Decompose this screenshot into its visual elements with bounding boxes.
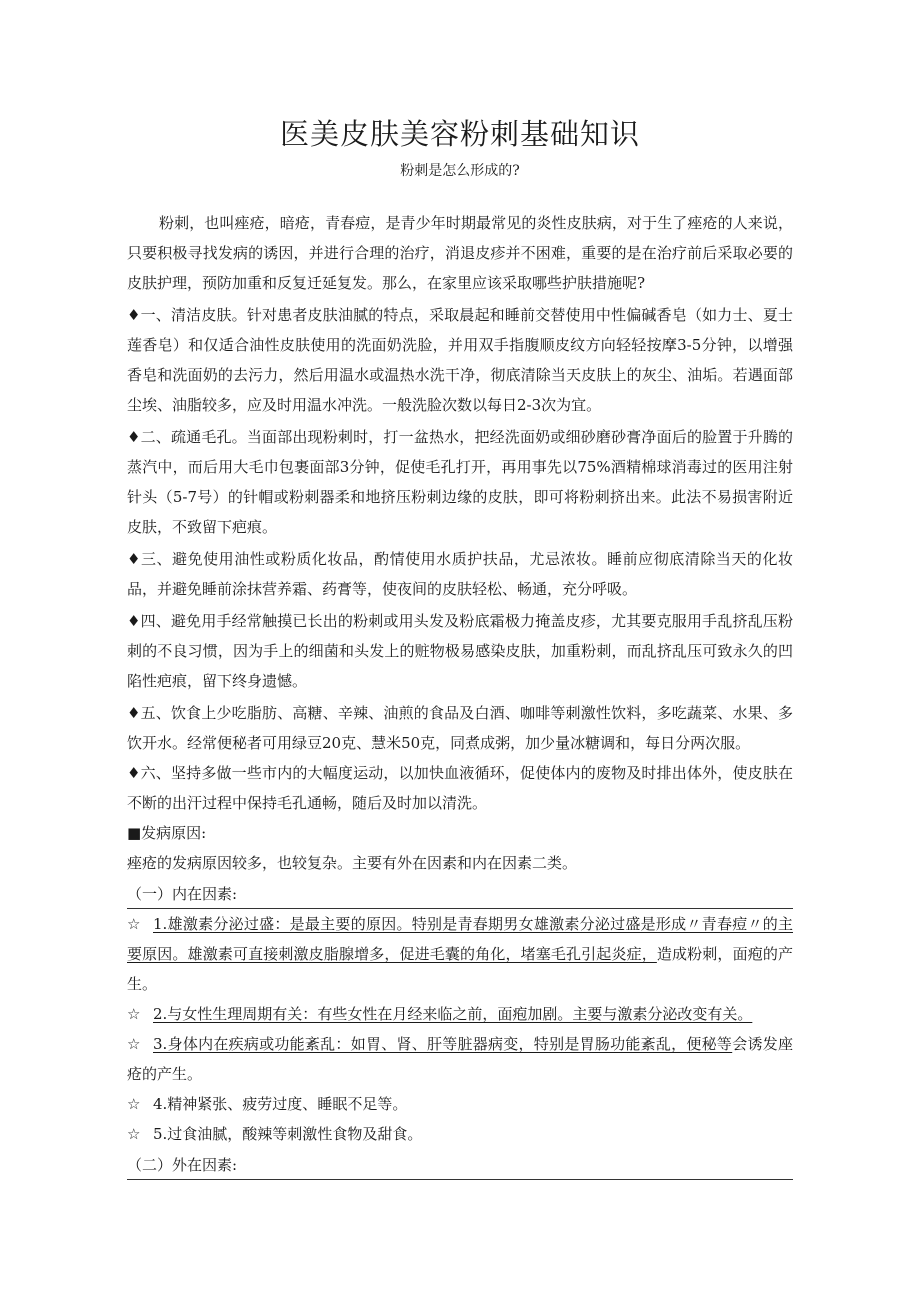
internal-item-underlined: 2.与女性生理周期有关：有些女性在月经来临之前，面疱加剧。主要与激素分泌改变有关。 xyxy=(153,1005,753,1023)
internal-item xyxy=(127,1119,793,1149)
tip-paragraph: ♦三、避免使用油性或粉质化妆品，酌情使用水质护扶品，尤忌浓妆。睡前应彻底清除当天的化妆品，并避免睡前涂抹营养霜、药膏等，使夜间的皮肤轻松、畅通，充分呼吸。 xyxy=(127,550,793,598)
tip-paragraph: ♦二、疏通毛孔。当面部出现粉刺时，打一盆热水，把经洗面奶或细砂磨砂膏净面后的脸置于升腾的蒸汽中，而后用大毛巾包裹面部3分钟，促使毛孔打开，再用事先以75%酒精棉球消毒过的医用注射针头（5-7号）的针帽或粉刺器柔和地挤压粉刺边缘的皮肤，即可将粉刺挤出来。此法不易损害附近皮肤，不致留下疤痕。 xyxy=(127,428,793,536)
tip-paragraph: ♦四、避免用手经常触摸已长出的粉刺或用头发及粉底霜极力掩盖皮疹，尤其要克服用手乱挤乱压粉刺的不良习惯，因为手上的细菌和头发上的赃物极易感染皮肤，加重粉刺，而乱挤乱压可致永久的凹陷性疤痕，留下终身遗憾。 xyxy=(127,612,793,690)
internal-factors-heading: （一）内在因素: xyxy=(127,882,793,909)
cause-heading: ■发病原因: xyxy=(127,824,207,842)
page-subtitle: 粉刺是怎么形成的? xyxy=(400,163,520,179)
internal-item xyxy=(127,909,793,999)
tip-paragraph: ♦五、饮食上少吃脂肪、高糖、辛辣、油煎的食品及白酒、咖啡等刺激性饮料，多吃蔬菜、水果、多饮开水。经常便秘者可用绿豆20克、慧米50克，同煮成粥，加少量冰糖调和，每日分两次服。 xyxy=(127,704,793,752)
page-title: 医美皮肤美容粉刺基础知识 xyxy=(279,117,640,151)
cause-intro: 痤疮的发病原因较多，也较复杂。主要有外在因素和内在因素二类。 xyxy=(127,854,578,872)
internal-item xyxy=(127,1089,793,1119)
internal-item-underlined: 3.身体内在疾病或功能紊乱：如胃、肾、肝等脏器病变，特别是胃肠功能紊乱，便秘等 xyxy=(153,1035,733,1053)
internal-item-underlined: 1.雄激素分泌过盛：是最主要的原因。特别是青春期男女雄激素分泌过盛是形成〃青春痘〃的主要原因。雄激素可直接刺激皮脂腺增多，促进毛囊的角化，堵塞毛孔引起炎症， xyxy=(127,915,793,963)
tip-paragraph: ♦一、清洁皮肤。针对患者皮肤油腻的特点，采取晨起和睡前交替使用中性偏碱香皂（如力士、夏士莲香皂）和仅适合油性皮肤使用的洗面奶洗脸，并用双手指腹顺皮纹方向轻轻按摩3-5分钟，以增强香皂和洗面奶的去污力，然后用温水或温热水洗干净，彻底清除当天皮肤上的灰尘、油垢。若遇面部尘埃、油脂较多，应及时用温水冲洗。一般洗脸次数以每日2-3次为宜。 xyxy=(127,306,793,414)
internal-item-text: 会诱发座疮的产生。 xyxy=(127,1035,793,1083)
internal-item xyxy=(127,999,793,1029)
star-icon: ☆ xyxy=(127,1035,141,1053)
tip-paragraph: ♦六、坚持多做一些市内的大幅度运动，以加快血液循环，促使体内的废物及时排出体外，使皮肤在不断的出汗过程中保持毛孔通畅，随后及时加以清洗。 xyxy=(127,764,793,812)
internal-item-text: 造成粉刺，面疱的产生。 xyxy=(127,945,793,993)
intro-paragraph: 粉刺，也叫痤疮，暗疮，青春痘，是青少年时期最常见的炎性皮肤病，对于生了痤疮的人来说，只要积极寻找发病的诱因，并进行合理的治疗，消退皮疹并不困难，重要的是在治疗前后采取必要的皮肤护理，预防加重和反复迁延复发。那么，在家里应该采取哪些护肤措施呢? xyxy=(127,214,793,292)
star-icon: ☆ xyxy=(127,1095,141,1113)
star-icon: ☆ xyxy=(127,1005,141,1023)
star-icon: ☆ xyxy=(127,1125,141,1143)
internal-item-text: 5.过食油腻，酸辣等刺激性食物及甜食。 xyxy=(153,1125,423,1143)
internal-item xyxy=(127,1029,793,1089)
star-icon: ☆ xyxy=(127,915,141,933)
external-factors-heading: （二）外在因素: xyxy=(127,1153,793,1180)
internal-item-text: 4.精神紧张、疲劳过度、睡眠不足等。 xyxy=(153,1095,408,1113)
document-body xyxy=(127,208,793,1180)
